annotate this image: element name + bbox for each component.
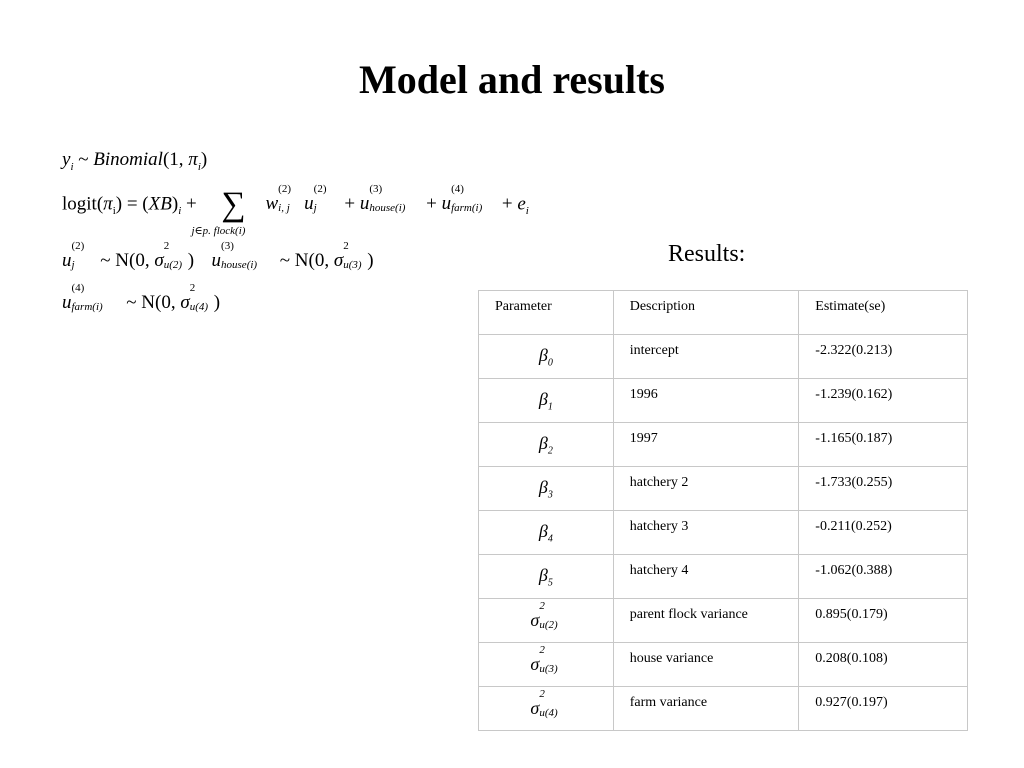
param-estimate: 0.208(0.108)	[799, 643, 968, 687]
eq-close: )	[200, 149, 208, 170]
param-estimate: -1.062(0.388)	[799, 555, 968, 599]
header-estimate: Estimate(se)	[799, 291, 968, 335]
table-row	[479, 379, 968, 423]
param-symbol	[479, 467, 614, 511]
param-estimate: 0.895(0.179)	[799, 599, 968, 643]
symbol-sub: u(4)	[539, 707, 558, 719]
param-symbol	[479, 687, 614, 731]
param-description: intercept	[613, 335, 799, 379]
symbol-sub: 4	[547, 533, 553, 545]
table-row	[479, 599, 968, 643]
param-description: hatchery 3	[613, 511, 799, 555]
eq-y-sub: i	[70, 160, 74, 173]
param-description: hatchery 2	[613, 467, 799, 511]
param-estimate: -1.733(0.255)	[799, 467, 968, 511]
symbol: σ	[530, 610, 540, 630]
eq2-u3: u	[441, 193, 452, 215]
eq-logit: logit(	[62, 193, 104, 215]
eq3b-close: )	[367, 250, 374, 271]
results-table	[478, 290, 968, 731]
header-description: Description	[613, 291, 799, 335]
param-symbol	[479, 335, 614, 379]
equation-logit	[62, 183, 529, 237]
eq3-rest: ~ N(0,	[95, 250, 155, 271]
eq3b-u: u	[211, 250, 222, 271]
eq3b-u-sup: (3)	[221, 240, 234, 252]
eq4-sigma: σ	[180, 292, 190, 313]
symbol-sub: 3	[547, 489, 553, 501]
symbol: β	[538, 432, 548, 453]
param-estimate: -2.322(0.213)	[799, 335, 968, 379]
eq-pi-sub: i	[197, 160, 201, 173]
eq3b-sig-sub: u(3)	[343, 259, 362, 271]
eq2-u1-sub: j	[313, 202, 317, 215]
eq2-u3-sub: farm(i)	[451, 202, 483, 215]
param-description: farm variance	[613, 687, 799, 731]
param-estimate: -0.211(0.252)	[799, 511, 968, 555]
table-row	[479, 467, 968, 511]
param-symbol	[479, 555, 614, 599]
param-symbol	[479, 379, 614, 423]
eq4-u: u	[62, 292, 72, 313]
equation-u2-u3	[62, 240, 374, 271]
param-description: 1997	[613, 423, 799, 467]
eq3-sig-sup: 2	[163, 240, 170, 252]
symbol-sub: u(3)	[539, 663, 558, 675]
eq2-u2: u	[359, 193, 370, 215]
param-description: 1996	[613, 379, 799, 423]
symbol-sub: 5	[547, 577, 553, 589]
eq2-plus4: +	[501, 193, 513, 215]
eq3-close: )	[187, 250, 195, 271]
symbol: β	[538, 388, 548, 409]
eq2-u1: u	[304, 193, 314, 215]
param-estimate: -1.165(0.187)	[799, 423, 968, 467]
param-symbol	[479, 599, 614, 643]
equation-binomial	[62, 150, 207, 173]
eq2-e: e	[517, 193, 526, 215]
eq-tilde: ~	[78, 149, 89, 170]
equation-u4	[62, 282, 221, 313]
eq4-u-sup: (4)	[71, 282, 85, 294]
param-symbol	[479, 423, 614, 467]
symbol-sub: 1	[547, 401, 553, 413]
sum-limit: j∈p. flock(i)	[191, 225, 246, 237]
eq3-u-sup: (2)	[71, 240, 85, 252]
eq2-plus2: +	[344, 193, 356, 215]
eq2-xb-close: )	[171, 193, 179, 215]
eq-pi: π	[188, 149, 198, 170]
eq2-pi-sub: i	[112, 205, 116, 218]
eq3b-sig-sup: 2	[343, 240, 349, 252]
eq4-sig-sub: u(4)	[189, 301, 209, 313]
eq2-w: w	[265, 193, 279, 215]
table-row	[479, 335, 968, 379]
param-estimate: -1.239(0.162)	[799, 379, 968, 423]
eq2-u2-sup: (3)	[369, 183, 383, 196]
eq2-e-sub: i	[525, 205, 529, 218]
table-row	[479, 687, 968, 731]
sum-sign: ∑	[221, 186, 246, 223]
eq3b-rest: ~ N(0,	[275, 250, 334, 271]
symbol: σ	[530, 654, 540, 674]
symbol-sup: 2	[539, 688, 545, 700]
param-symbol	[479, 511, 614, 555]
symbol-sub: u(2)	[539, 619, 558, 631]
eq3b-u-sub: house(i)	[221, 259, 258, 271]
eq4-rest: ~ N(0,	[121, 292, 181, 313]
table-row	[479, 555, 968, 599]
header-parameter: Parameter	[479, 291, 614, 335]
param-description: parent flock variance	[613, 599, 799, 643]
table-row	[479, 643, 968, 687]
eq-dist: Binomial	[93, 149, 163, 170]
eq2-w-sup: (2)	[278, 183, 291, 196]
results-label: Results:	[668, 241, 746, 267]
eq2-xb-sub: i	[178, 205, 182, 218]
eq2-u1-sup: (2)	[313, 183, 327, 196]
eq-y: y	[62, 149, 71, 170]
eq2-w-sub: i, j	[278, 202, 290, 215]
eq3-sig-sub: u(2)	[163, 259, 183, 271]
eq3b-sigma: σ	[333, 250, 344, 271]
symbol-sup: 2	[539, 644, 545, 656]
symbol: β	[538, 520, 548, 541]
sum-block	[191, 186, 265, 237]
table-row	[479, 423, 968, 467]
table-row	[479, 511, 968, 555]
slide-title: Model and results	[359, 57, 665, 102]
param-estimate: 0.927(0.197)	[799, 687, 968, 731]
eq2-xb: XB	[148, 193, 172, 215]
table-header-row	[479, 291, 968, 335]
eq-args: (1,	[162, 149, 189, 170]
param-description: hatchery 4	[613, 555, 799, 599]
eq2-plus3: +	[426, 193, 437, 215]
eq3-u: u	[62, 250, 72, 271]
eq4-u-sub: farm(i)	[71, 301, 103, 313]
eq2-eq: ) = (	[115, 193, 149, 215]
symbol-sub: 2	[547, 445, 553, 457]
eq3-u-sub: j	[71, 259, 75, 271]
eq2-u2-sub: house(i)	[369, 202, 406, 215]
eq4-sig-sup: 2	[189, 282, 196, 294]
symbol: β	[538, 344, 548, 365]
symbol-sup: 2	[539, 600, 545, 612]
symbol: β	[538, 564, 548, 585]
symbol: β	[538, 476, 548, 497]
eq2-pi: π	[103, 193, 113, 215]
symbol: σ	[530, 698, 540, 718]
param-symbol	[479, 643, 614, 687]
eq4-close: )	[213, 292, 221, 313]
eq3-sigma: σ	[154, 250, 164, 271]
symbol-sub: 0	[547, 357, 553, 369]
eq2-plus1: +	[186, 193, 197, 215]
eq2-u3-sup: (4)	[451, 183, 464, 196]
param-description: house variance	[613, 643, 799, 687]
